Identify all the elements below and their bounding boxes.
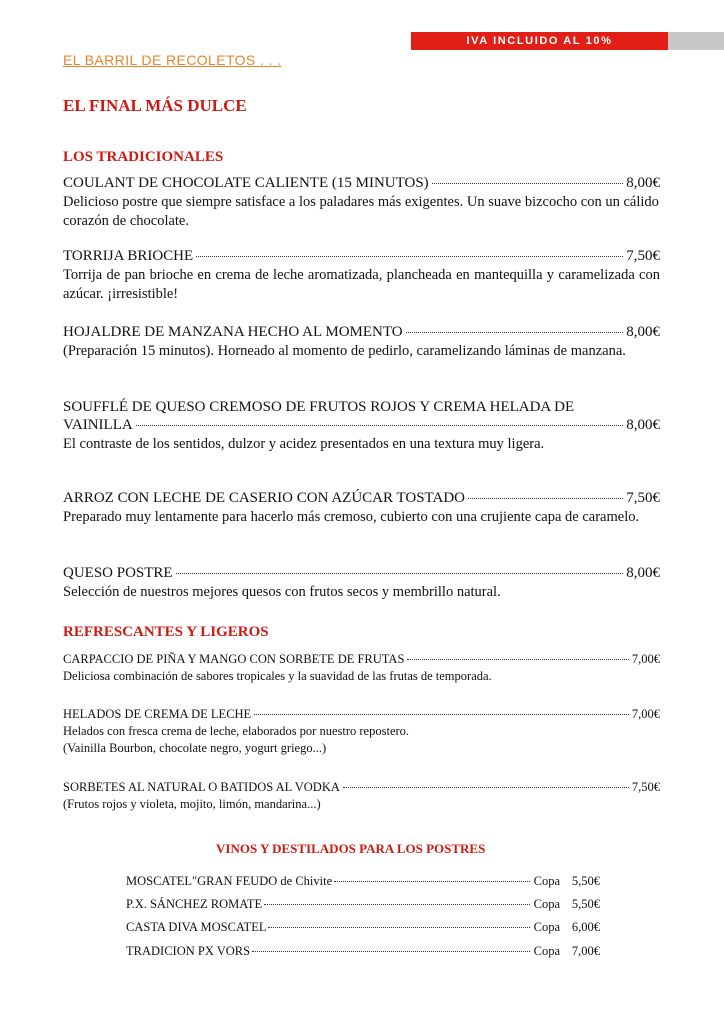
wine-item [126, 896, 600, 912]
wine-copa: Copa [533, 897, 560, 911]
menu-item [63, 779, 660, 813]
wine-name: MOSCATEL"GRAN FEUDO de Chivite [126, 874, 333, 888]
item-description: Selección de nuestros mejores quesos con frutos secos y membrillo natural. [63, 584, 501, 600]
iva-banner [411, 32, 724, 50]
section-heading-refrescantes: REFRESCANTES Y LIGEROS [63, 624, 269, 640]
wine-copa: Copa [533, 874, 560, 888]
item-name: COULANT DE CHOCOLATE CALIENTE (15 MINUTOS) [63, 175, 429, 191]
dot-leader [343, 787, 629, 788]
wine-name: CASTA DIVA MOSCATEL [126, 920, 267, 934]
section-heading-tradicionales: LOS TRADICIONALES [63, 149, 224, 165]
item-description: (Frutos rojos y violeta, mojito, limón, mandarina...) [63, 797, 321, 811]
item-name: HOJALDRE DE MANZANA HECHO AL MOMENTO [63, 324, 403, 340]
wine-price: 7,00€ [571, 944, 600, 958]
dot-leader [254, 714, 629, 715]
item-name-line1: SOUFFLÉ DE QUESO CREMOSO DE FRUTOS ROJOS Y CREMA HELADA DE [63, 399, 575, 415]
dot-leader [264, 904, 529, 905]
wine-name: TRADICION PX VORS [126, 944, 251, 958]
iva-label: IVA INCLUIDO AL 10% [411, 32, 668, 50]
dot-leader [406, 332, 624, 333]
item-price: 8,00€ [626, 324, 660, 340]
menu-item [63, 174, 660, 230]
item-name-line2: VAINILLA [63, 417, 133, 433]
wine-name: P.X. SÁNCHEZ ROMATE [126, 897, 263, 911]
wine-price: 6,00€ [571, 920, 600, 934]
wine-item [126, 873, 600, 889]
item-description: (Preparación 15 minutos). Horneado al momento de pedirlo, caramelizando láminas de manzana. [63, 343, 626, 359]
menu-item [63, 398, 660, 454]
dot-leader [407, 659, 628, 660]
dot-leader [252, 951, 530, 952]
item-price: 8,00€ [626, 175, 660, 191]
wine-price: 5,50€ [571, 897, 600, 911]
wine-price: 5,50€ [571, 874, 600, 888]
item-name: CARPACCIO DE PIÑA Y MANGO CON SORBETE DE FRUTAS [63, 652, 405, 666]
item-price: 7,50€ [626, 490, 660, 506]
item-description: Delicioso postre que siempre satisface a los paladares más exigentes. Un suave bizcocho con un cálido corazón de chocolate. [63, 194, 659, 229]
wine-copa: Copa [533, 920, 560, 934]
dot-leader [176, 573, 624, 574]
item-price: 7,50€ [631, 780, 660, 794]
wine-copa: Copa [533, 944, 560, 958]
section-heading-vinos: VINOS Y DESTILADOS PARA LOS POSTRES [216, 841, 486, 856]
dot-leader [136, 425, 624, 426]
item-price: 7,00€ [631, 707, 660, 721]
item-price: 7,50€ [626, 248, 660, 264]
item-description: El contraste de los sentidos, dulzor y acidez presentados en una textura muy ligera. [63, 436, 545, 452]
menu-item [63, 651, 660, 685]
item-name: ARROZ CON LECHE DE CASERIO CON AZÚCAR TOSTADO [63, 490, 466, 506]
item-description: Preparado muy lentamente para hacerlo más cremoso, cubierto con una crujiente capa de caramelo. [63, 509, 640, 525]
item-price: 8,00€ [626, 417, 660, 433]
dot-leader [196, 256, 623, 257]
item-description: Deliciosa combinación de sabores tropicales y la suavidad de las frutas de temporada. [63, 669, 492, 683]
restaurant-brand: EL BARRIL DE RECOLETOS . . . [63, 52, 282, 68]
item-name: QUESO POSTRE [63, 565, 173, 581]
dot-leader [268, 927, 529, 928]
menu-item [63, 489, 660, 527]
dot-leader [334, 881, 529, 882]
wine-item [126, 919, 600, 935]
dot-leader [468, 498, 623, 499]
menu-item [63, 247, 660, 303]
item-price: 7,00€ [631, 652, 660, 666]
menu-item [63, 706, 660, 757]
item-description: Torrija de pan brioche en crema de leche aromatizada, plancheada en mantequilla y caramelizada con azúcar. ¡irresistible! [63, 267, 660, 302]
menu-item [63, 564, 660, 602]
item-price: 8,00€ [626, 565, 660, 581]
iva-banner-gray-block [668, 32, 724, 50]
dot-leader [432, 183, 624, 184]
wine-item [126, 943, 600, 959]
item-name: TORRIJA BRIOCHE [63, 248, 194, 264]
item-description-extra: (Vainilla Bourbon, chocolate negro, yogurt griego...) [63, 741, 327, 755]
menu-item [63, 323, 660, 361]
item-name: HELADOS DE CREMA DE LECHE [63, 707, 252, 721]
item-name: SORBETES AL NATURAL O BATIDOS AL VODKA [63, 780, 340, 794]
page-title: EL FINAL MÁS DULCE [63, 96, 247, 115]
item-description: Helados con fresca crema de leche, elaborados por nuestro repostero. [63, 724, 410, 738]
